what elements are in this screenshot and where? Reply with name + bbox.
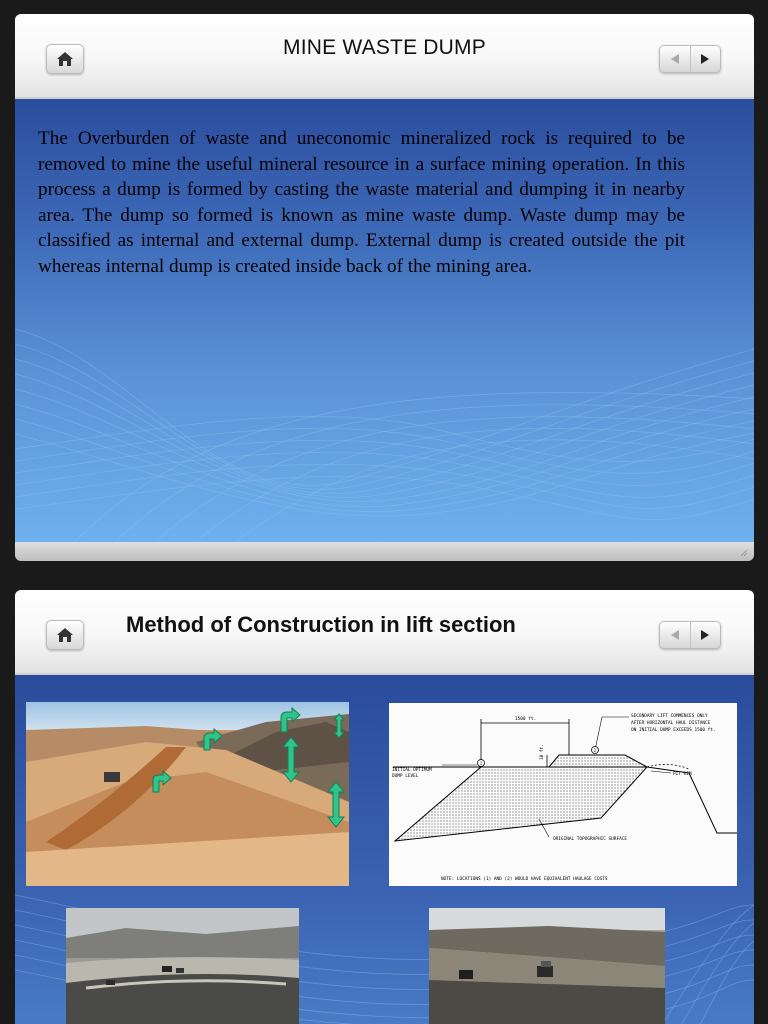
previous-slide-button[interactable] <box>660 622 690 648</box>
home-icon <box>56 627 74 643</box>
lift-section-diagram <box>389 703 737 886</box>
dump-lift-photo-drawing <box>26 702 349 886</box>
original-surface-label: ORIGINAL TOPOGRAPHIC SURFACE <box>553 837 628 842</box>
home-button[interactable] <box>46 620 84 650</box>
diagram-note: NOTE: LOCATIONS (1) AND (2) WOULD HAVE EQUIVALENT HAULAGE COSTS <box>441 877 608 882</box>
triangle-right-icon <box>699 53 711 65</box>
dimension-label: 1500 ft. <box>515 717 537 722</box>
slide-footer <box>15 542 754 561</box>
triangle-left-icon <box>669 629 681 641</box>
secondary-lift-note-line1: SECONDARY LIFT COMMENCES ONLY <box>631 714 708 719</box>
resize-grip-icon <box>738 547 748 557</box>
next-slide-button[interactable] <box>690 622 721 648</box>
tiered-dump-photo <box>66 908 299 1024</box>
initial-level-label-line1: INITIAL OPTIMUM <box>392 768 432 773</box>
body-paragraph: The Overburden of waste and uneconomic mineralized rock is required to be removed to mine the useful mineral resource in a surface mining operation. In this process a dump is formed by casting the waste material and dumping it in nearby area. The dump so formed is known as mine waste dump. Waste dump may be classified as internal and external dump. External dump is created outside the pit whereas internal dump is created inside back of the mining area. <box>38 128 685 277</box>
marker-1-label: 1 <box>479 761 483 766</box>
dump-lift-photo <box>26 702 349 886</box>
secondary-lift-note-line3: ON INITIAL DUMP EXCEEDS 1500 ft. <box>631 728 716 733</box>
slide-header <box>15 590 754 675</box>
pit-rim-label: PIT RIM <box>673 772 692 777</box>
page-title: MINE WASTE DUMP <box>283 36 486 59</box>
slide-mine-waste-dump <box>15 14 754 561</box>
slide-content <box>15 675 754 1024</box>
secondary-lift-note-line2: AFTER HORIZONTAL HAUL DISTANCE <box>631 721 711 726</box>
next-slide-button[interactable] <box>690 46 721 72</box>
initial-level-label-line2: DUMP LEVEL <box>392 774 419 779</box>
slide-navigation <box>659 621 721 649</box>
slide-navigation <box>659 45 721 73</box>
triangle-left-icon <box>669 53 681 65</box>
triangle-right-icon <box>699 629 711 641</box>
page-title: Method of Construction in lift section <box>126 612 516 637</box>
slide-method-of-construction <box>15 590 754 1024</box>
small-dimension-label: 10 ft. <box>540 744 545 760</box>
truck-dumping-photo <box>429 908 665 1024</box>
slide-content <box>15 99 754 542</box>
slide-header <box>15 14 754 99</box>
previous-slide-button[interactable] <box>660 46 690 72</box>
marker-2-label: 2 <box>593 748 597 753</box>
